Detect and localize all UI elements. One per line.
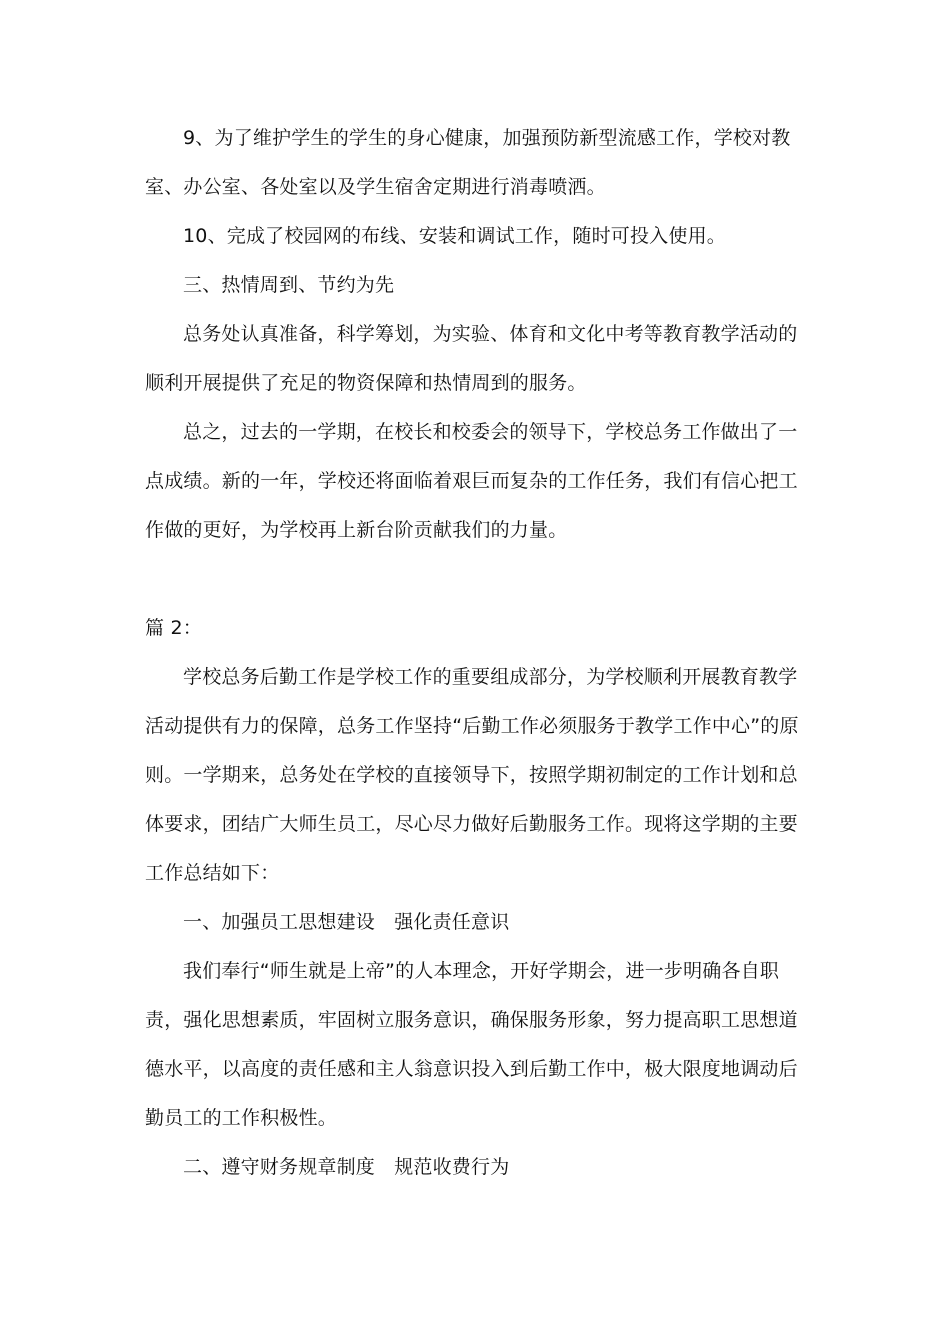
section2-intro: 学校总务后勤工作是学校工作的重要组成部分，为学校顺利开展教育教学活动提供有力的保障，总务工作坚持“后勤工作必须服务于教学工作中心”的原则。一学期来，总务处在学校的直接领导下，按照学期初制定的工作计划和总体要求，团结广大师生员工，尽心尽力做好后勤服务工作。现将这学期的主要工作总结如下： [145, 666, 799, 884]
section2-heading-2: 二、遵守财务规章制度 规范收费行为 [183, 1156, 510, 1178]
section-gap [145, 555, 811, 604]
section2-heading-1: 一、加强员工思想建设 强化责任意识 [183, 911, 510, 933]
section2-title: 篇 2： [145, 617, 202, 639]
paragraph-conclusion: 总之，过去的一学期，在校长和校委会的领导下，学校总务工作做出了一点成绩。新的一年，学校还将面临着艰巨而复杂的工作任务，我们有信心把工作做的更好，为学校再上新台阶贡献我们的力量。 [145, 421, 798, 541]
paragraph-preparation: 总务处认真准备，科学筹划，为实验、体育和文化中考等教育教学活动的顺利开展提供了充足的物资保障和热情周到的服务。 [145, 323, 798, 394]
section-heading-3: 三、热情周到、节约为先 [183, 274, 395, 296]
section2-paragraph-2: 我们奉行“师生就是上帝”的人本理念，开好学期会，进一步明确各自职责，强化思想素质，牢固树立服务意识，确保服务形象，努力提高职工思想道德水平，以高度的责任感和主人翁意识投入到后勤工作中，极大限度地调动后勤员工的工作积极性。 [145, 960, 798, 1129]
document-body [145, 114, 811, 1192]
paragraph-item-10: 10、完成了校园网的布线、安装和调试工作，随时可投入使用。 [183, 225, 726, 247]
paragraph-item-9: 9、为了维护学生的学生的身心健康，加强预防新型流感工作，学校对教室、办公室、各处室以及学生宿舍定期进行消毒喷洒。 [145, 127, 791, 198]
